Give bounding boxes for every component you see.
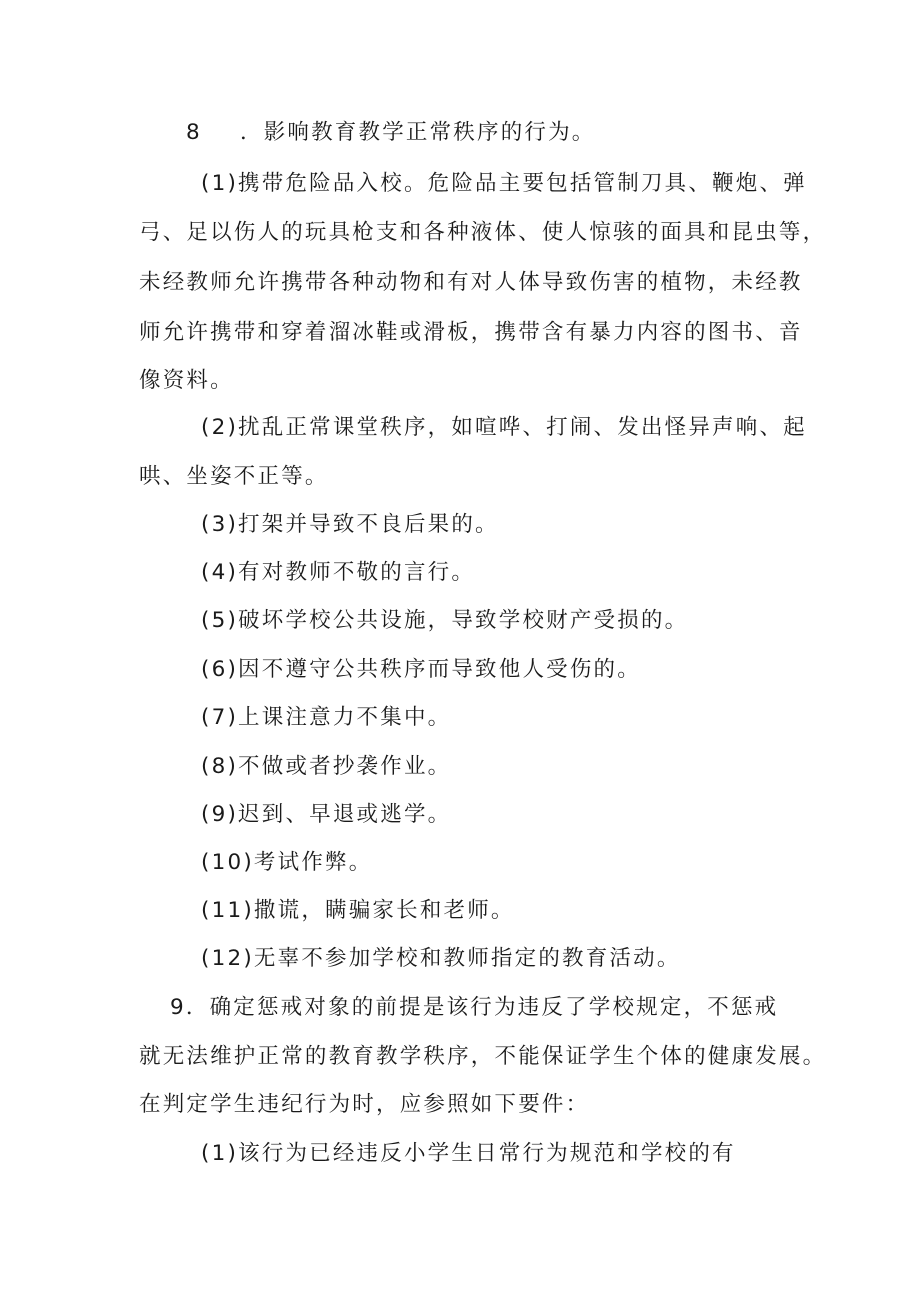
- section-9-line-2: 就无法维护正常的教育教学秩序，不能保证学生个体的健康发展。: [139, 1044, 827, 1069]
- item-4: (4)有对教师不敬的言行。: [201, 560, 476, 585]
- item-3: (3)打架并导致不良后果的。: [201, 512, 499, 537]
- section-9-line-1: 9．确定惩戒对象的前提是该行为违反了学校规定，不惩戒: [170, 995, 779, 1020]
- item-6: (6)因不遵守公共秩序而导致他人受伤的。: [201, 657, 641, 682]
- section-8-number: 8: [186, 120, 200, 145]
- item-7: (7)上课注意力不集中。: [201, 705, 452, 730]
- item-11: (11)撒谎，瞒骗家长和老师。: [201, 898, 515, 923]
- section-9-item-1: (1)该行为已经违反小学生日常行为规范和学校的有: [201, 1141, 736, 1166]
- item-8: (8)不做或者抄袭作业。: [201, 754, 452, 779]
- item-9: (9)迟到、早退或逃学。: [201, 802, 452, 827]
- item-1-line-5: 像资料。: [139, 368, 234, 393]
- item-1-line-3: 未经教师允许携带各种动物和有对人体导致伤害的植物，未经教: [139, 270, 803, 295]
- item-1-line-4: 师允许携带和穿着溜冰鞋或滑板，携带含有暴力内容的图书、音: [139, 320, 803, 345]
- item-1-line-2: 弓、足以伤人的玩具枪支和各种液体、使人惊骇的面具和昆虫等，: [139, 220, 827, 245]
- item-5: (5)破坏学校公共设施，导致学校财产受损的。: [201, 608, 689, 633]
- item-10: (10)考试作弊。: [201, 850, 373, 875]
- section-9-line-3: 在判定学生违纪行为时，应参照如下要件：: [139, 1092, 590, 1117]
- item-2-line-2: 哄、坐姿不正等。: [139, 464, 329, 489]
- item-12: (12)无辜不参加学校和教师指定的教育活动。: [201, 946, 681, 971]
- item-1-line-1: (1)携带危险品入校。危险品主要包括管制刀具、鞭炮、弹: [201, 171, 807, 196]
- section-8-title: ．影响教育教学正常秩序的行为。: [240, 120, 596, 145]
- item-2-line-1: (2)扰乱正常课堂秩序，如喧哗、打闹、发出怪异声响、起: [201, 415, 807, 440]
